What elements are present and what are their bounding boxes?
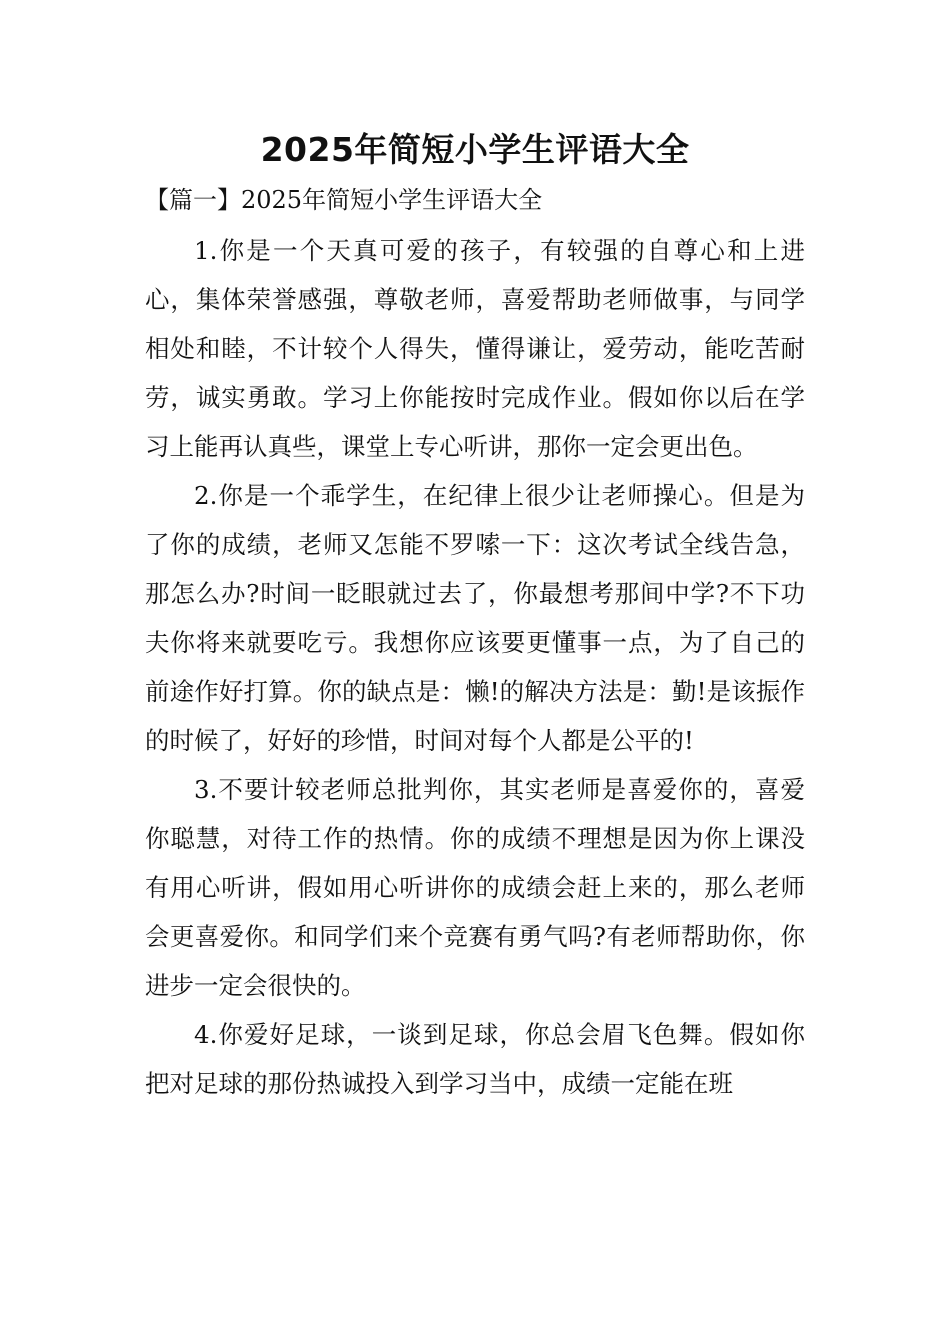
document-title: 2025年简短小学生评语大全 (260, 130, 690, 169)
document-body (145, 226, 805, 1108)
paragraph-2: 2.你是一个乖学生，在纪律上很少让老师操心。但是为了你的成绩，老师又怎能不罗嗦一下：这次考试全线告急，那怎么办?时间一眨眼就过去了，你最想考那间中学?不下功夫你将来就要吃亏。我想你应该要更懂事一点，为了自己的前途作好打算。你的缺点是：懒!的解决方法是：勤!是该振作的时候了，好好的珍惜，时间对每个人都是公平的! (145, 481, 805, 755)
paragraph-4: 4.你爱好足球，一谈到足球，你总会眉飞色舞。假如你把对足球的那份热诚投入到学习当中，成绩一定能在班 (145, 1020, 805, 1098)
paragraph-3: 3.不要计较老师总批判你，其实老师是喜爱你的，喜爱你聪慧，对待工作的热情。你的成绩不理想是因为你上课没有用心听讲，假如用心听讲你的成绩会赶上来的，那么老师会更喜爱你。和同学们来个竞赛有勇气吗?有老师帮助你，你进步一定会很快的。 (145, 775, 805, 1000)
paragraph-1: 1.你是一个天真可爱的孩子，有较强的自尊心和上进心，集体荣誉感强，尊敬老师，喜爱帮助老师做事，与同学相处和睦，不计较个人得失，懂得谦让，爱劳动，能吃苦耐劳，诚实勇敢。学习上你能按时完成作业。假如你以后在学习上能再认真些，课堂上专心听讲，那你一定会更出色。 (145, 236, 805, 461)
section-heading: 【篇一】2025年简短小学生评语大全 (145, 186, 543, 214)
